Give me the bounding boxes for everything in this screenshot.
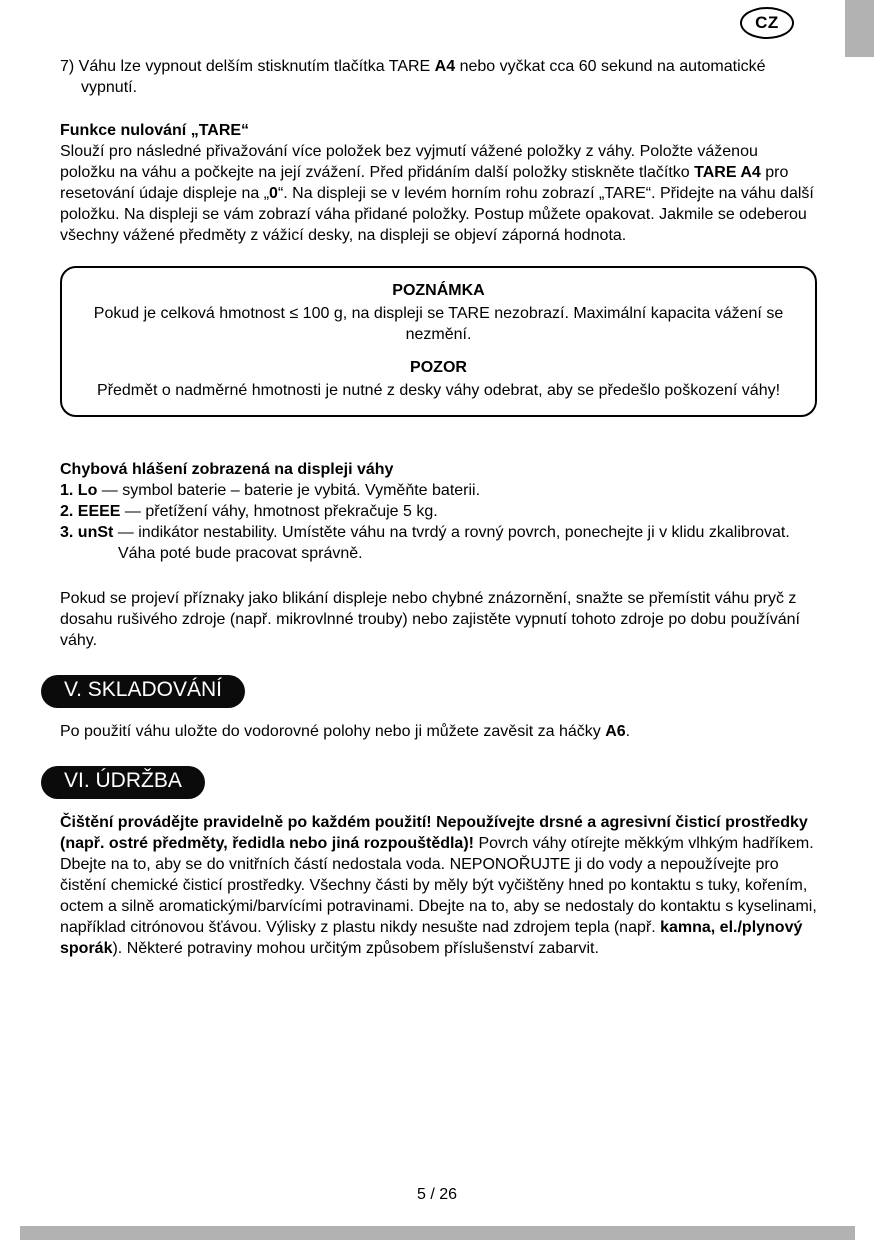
page-content [60,56,817,959]
page-number: 5 / 26 [416,1186,458,1203]
note-body: Pokud je celková hmotnost ≤ 100 g, na displeji se TARE nezobrazí. Maximální kapacita vážení se nezmění. [93,305,784,343]
maintenance-section-body: Čištění provádějte pravidelně po každém použití! Nepoužívejte drsné a agresivní čisticí prostředky (např. ostré předměty, ředidla nebo jiná rozpouštědla)! Povrch váhy otírejte měkkým vlhkým hadříkem. Dbejte na to, aby se do vnitřních částí nedostala voda. NEPONOŘUJTE ji do vody a nepoužívejte pro čistění chemické čisticí prostředky. Všechny části by měly být vyčištěny hned po kontaktu s tuky, kořením, octem a silně aromatickými/barvícími potravinami. Dbejte na to, aby se nedostaly do kontaktu s kyselinami, například citrónovou šťávou. Výlisky z plastu nikdy nesušte nad zdrojem tepla (např. kamna, el./plynový sporák). Některé potraviny mohou určitým způsobem příslušenství zabarvit. [60,814,817,957]
storage-section-title-label: V. SKLADOVÁNÍ [64,678,222,701]
errors-section-heading: Chybová hlášení zobrazená na displeji váhy [60,461,394,478]
tare-section-body: Slouží pro následné přivažování více položek bez vyjmutí vážené položky z váhy. Položte váženou položku na váhu a počkejte na její zvážení. Před přidáním další položky stiskněte tlačítko TARE A4 pro resetování údaje displeje na „0“. Na displeji se v levém horním rohu zobrazí „TARE“. Přidejte na váhu další položku. Na displeji se vám zobrazí váha přidané položky. Postup můžete opakovat. Jakmile se odeberou všechny vážené předměty z vážicí desky, na displeji se objeví záporná hodnota. [60,143,814,244]
bottom-bar [20,1226,855,1240]
language-badge [740,7,794,39]
error-item-unst: 3. unSt — indikátor nestability. Umístěte váhu na tvrdý a rovný povrch, ponechejte ji v klidu zkalibrovat. Váha poté bude pracovat správně. [60,524,790,562]
maintenance-section-title-row [60,742,817,812]
corner-tab [845,0,874,57]
storage-section-body: Po použití váhu uložte do vodorovné polohy nebo ji můžete zavěsit za háčky A6. [60,723,631,740]
tare-section-heading: Funkce nulování „TARE“ [60,122,250,139]
storage-section-title-row [60,651,817,721]
language-badge-label: CZ [755,13,779,32]
note-box [60,266,817,417]
numbered-item-7: 7) Váhu lze vypnout delším stisknutím tlačítka TARE A4 nebo vyčkat cca 60 sekund na automatické vypnutí. [60,58,766,96]
maintenance-section-title-label: VI. ÚDRŽBA [64,769,182,792]
error-item-eeee: 2. EEEE — přetížení váhy, hmotnost překračuje 5 kg. [60,503,438,520]
warning-title: POZOR [410,359,467,376]
storage-section-title [41,675,245,708]
interference-note: Pokud se projeví příznaky jako blikání displeje nebo chybné znázornění, snažte se přemístit váhu pryč z dosahu rušivého zdroje (např. mikrovlnné trouby) nebo zajistěte vypnutí tohoto zdroje po dobu používání váhy. [60,590,800,649]
error-item-lo: 1. Lo — symbol baterie – baterie je vybitá. Vyměňte baterii. [60,482,481,499]
note-title: POZNÁMKA [392,282,485,299]
warning-body: Předmět o nadměrné hmotnosti je nutné z desky váhy odebrat, aby se předešlo poškození váhy! [96,382,781,399]
maintenance-section-title [41,766,205,799]
